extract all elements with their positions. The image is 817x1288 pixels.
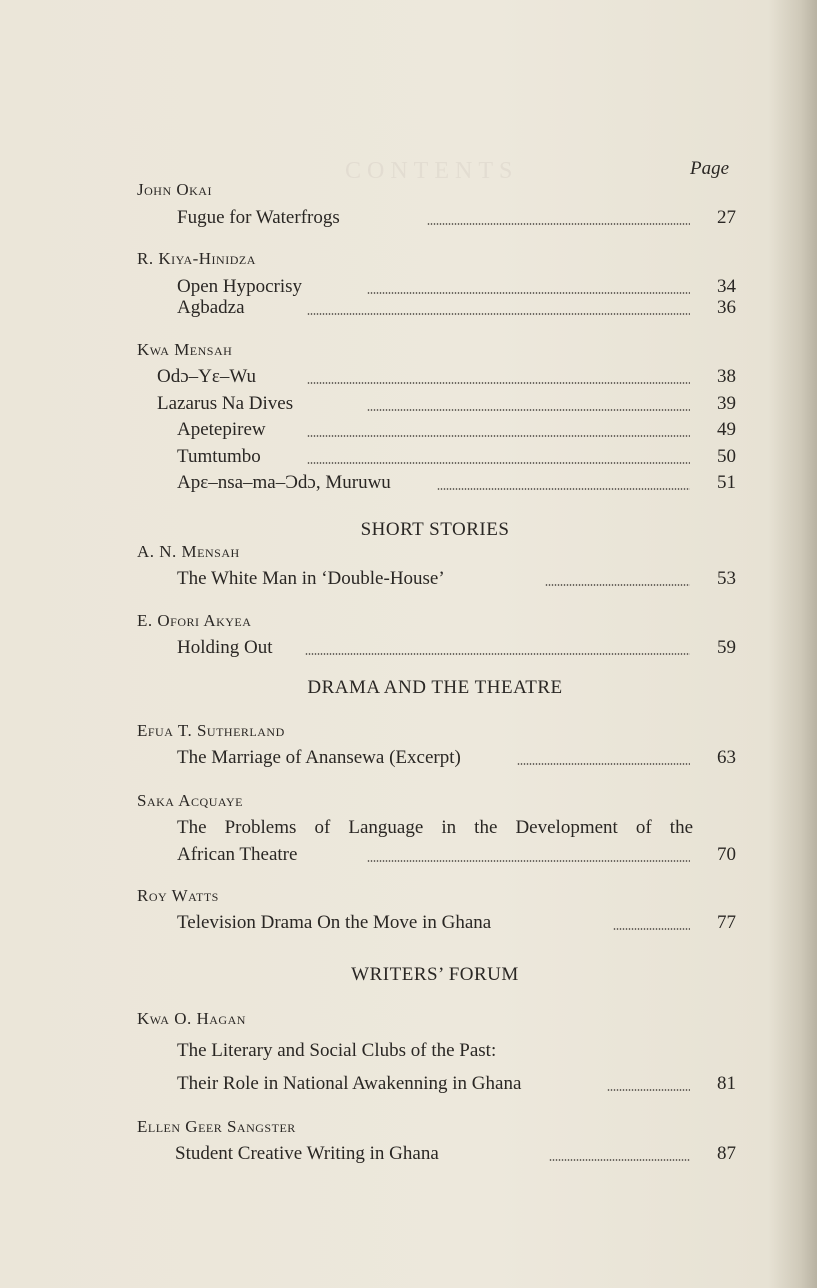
page-column-label: Page [690, 158, 730, 179]
author-name: A. N. Mensah [137, 542, 240, 561]
entry-title: Television Drama On the Move in Ghana [177, 912, 492, 933]
toc-entry [177, 842, 736, 868]
toc-entry [177, 470, 736, 496]
bleed-through-watermark: CONTENTS [345, 158, 519, 184]
entry-title: Agbadza [177, 297, 245, 318]
toc-entry [177, 635, 736, 661]
entry-title: African Theatre [177, 844, 298, 865]
toc-entry [177, 205, 736, 231]
author-name: Roy Watts [137, 886, 219, 905]
entry-title: The Marriage of Anansewa (Excerpt) [177, 747, 461, 768]
leader-dots [545, 584, 690, 586]
toc-entry [177, 1071, 736, 1097]
toc-entry [177, 566, 736, 592]
leader-dots [517, 763, 690, 765]
entry-title: Open Hypocrisy [177, 276, 303, 297]
leader-dots [549, 1159, 690, 1161]
leader-dots [307, 313, 690, 315]
entry-title: Apɛ–nsa–ma–Ɔdɔ, Muruwu [177, 472, 391, 493]
page-number: 34 [717, 276, 736, 297]
section-heading: WRITERS’ FORUM [351, 964, 519, 985]
page-number: 70 [717, 844, 736, 865]
page-number: 36 [717, 297, 736, 318]
leader-dots [305, 653, 690, 655]
toc-entry [175, 1141, 736, 1167]
author-name: John Okai [137, 180, 212, 199]
entry-title: Tumtumbo [177, 446, 261, 467]
leader-dots [367, 860, 690, 862]
page-number: 53 [717, 568, 736, 589]
page-number: 63 [717, 747, 736, 768]
author-name: Ellen Geer Sangster [137, 1117, 296, 1136]
author-name: Efua T. Sutherland [137, 721, 285, 740]
toc-entry [177, 910, 736, 936]
toc-entry [177, 745, 736, 771]
section-heading: SHORT STORIES [360, 519, 510, 540]
page-number: 27 [717, 207, 736, 228]
toc-entry [177, 444, 736, 470]
author-name: Saka Acquaye [137, 791, 243, 810]
leader-dots [437, 488, 690, 490]
toc-entry [157, 391, 736, 417]
page-number: 39 [717, 393, 736, 414]
entry-title: Apetepirew [177, 419, 266, 440]
page-number: 38 [717, 366, 736, 387]
leader-dots [427, 223, 690, 225]
leader-dots [307, 435, 690, 437]
page-number: 87 [717, 1143, 736, 1164]
entry-title: Lazarus Na Dives [157, 393, 294, 414]
page-number: 81 [717, 1073, 736, 1094]
leader-dots [307, 382, 690, 384]
page-number: 49 [717, 419, 736, 440]
entry-title: Odɔ–Yɛ–Wu [157, 366, 257, 387]
entry-title-line: The Literary and Social Clubs of the Past: [177, 1040, 497, 1061]
entry-title-line: The Problems of Language in the Development of the [177, 817, 693, 838]
leader-dots [607, 1089, 690, 1091]
page-number: 77 [717, 912, 736, 933]
leader-dots [367, 409, 690, 411]
author-name: R. Kiya-Hinidza [137, 249, 256, 268]
leader-dots [613, 928, 690, 930]
entry-title: Their Role in National Awakenning in Ghana [177, 1073, 522, 1094]
page-number: 59 [717, 637, 736, 658]
entry-title: The White Man in ‘Double-House’ [177, 568, 445, 589]
toc-entry [177, 417, 736, 443]
leader-dots [307, 462, 690, 464]
section-heading: DRAMA AND THE THEATRE [307, 677, 563, 698]
leader-dots [367, 292, 690, 294]
toc-entry [157, 364, 736, 390]
entry-title: Holding Out [177, 637, 273, 658]
author-name: E. Ofori Akyea [137, 611, 252, 630]
toc-entry [177, 295, 736, 321]
author-name: Kwa Mensah [137, 340, 233, 359]
entry-title: Student Creative Writing in Ghana [175, 1143, 439, 1164]
page-number: 51 [717, 472, 736, 493]
author-name: Kwa O. Hagan [137, 1009, 246, 1028]
page-number: 50 [717, 446, 736, 467]
entry-title: Fugue for Waterfrogs [177, 207, 340, 228]
